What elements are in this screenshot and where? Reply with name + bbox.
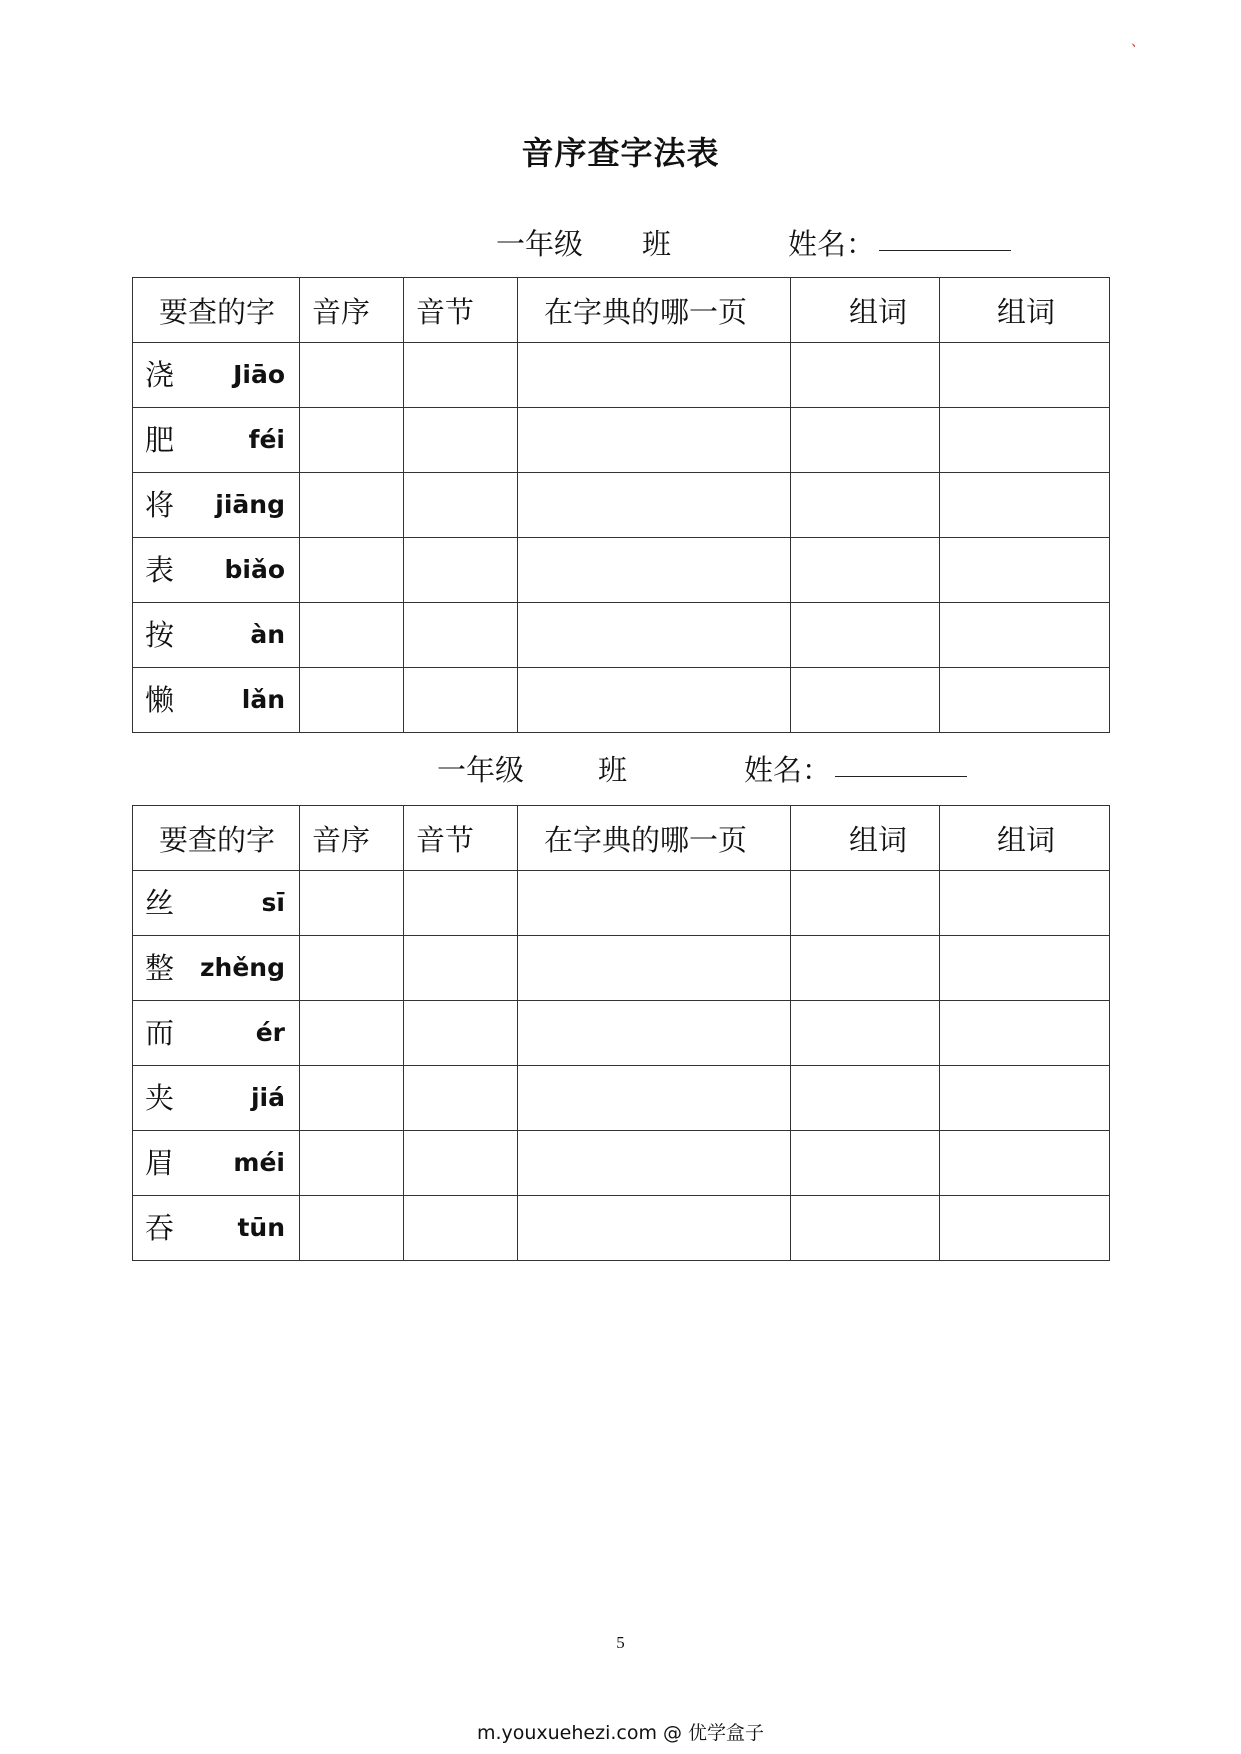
table-row [133,668,1110,733]
page-cell[interactable] [518,668,791,733]
target-character: 吞 [145,1211,175,1245]
page-cell[interactable] [518,343,791,408]
syllable-cell[interactable] [404,343,518,408]
initial-cell[interactable] [300,1196,404,1261]
col-header-char: 要查的字 [133,806,300,871]
syllable-cell[interactable] [404,603,518,668]
pinyin: méi [233,1148,285,1177]
table-row [133,343,1110,408]
col-header-initial: 音序 [300,806,404,871]
name-field[interactable] [744,750,831,790]
syllable-cell[interactable] [404,473,518,538]
initial-cell[interactable] [300,538,404,603]
target-character: 眉 [145,1146,175,1180]
pinyin: zhěng [200,953,285,982]
target-character: 表 [145,553,175,587]
page-cell[interactable] [518,936,791,1001]
syllable-cell[interactable] [404,871,518,936]
page-cell[interactable] [518,1131,791,1196]
class-label: 班 [642,227,672,261]
word-cell [133,408,300,473]
corner-mark: 、 [1131,34,1145,50]
initial-cell[interactable] [300,668,404,733]
word-cell-1[interactable] [791,603,940,668]
syllable-cell[interactable] [404,936,518,1001]
syllable-cell[interactable] [404,1131,518,1196]
word-cell-1[interactable] [791,538,940,603]
page-cell[interactable] [518,1066,791,1131]
word-cell-1[interactable] [791,473,940,538]
target-character: 按 [145,618,175,652]
word-cell-1[interactable] [791,1131,940,1196]
page-cell[interactable] [518,1196,791,1261]
class-label: 班 [598,753,628,787]
col-header-word-2: 组词 [940,806,1110,871]
syllable-cell[interactable] [404,408,518,473]
col-header-page: 在字典的哪一页 [518,278,791,343]
target-character: 整 [145,951,175,985]
word-cell-2[interactable] [940,871,1110,936]
word-cell-2[interactable] [940,343,1110,408]
name-label: 姓名： [788,227,876,261]
word-cell [133,473,300,538]
word-cell-2[interactable] [940,473,1110,538]
col-header-word-1: 组词 [791,278,940,343]
syllable-cell[interactable] [404,1196,518,1261]
word-cell-1[interactable] [791,936,940,1001]
target-character: 肥 [145,423,175,457]
target-character: 浇 [145,358,175,392]
word-cell [133,871,300,936]
word-cell-1[interactable] [791,668,940,733]
col-header-initial: 音序 [300,278,404,343]
word-cell-1[interactable] [791,1001,940,1066]
word-cell-2[interactable] [940,538,1110,603]
syllable-cell[interactable] [404,1066,518,1131]
word-cell-1[interactable] [791,871,940,936]
page-title: 音序查字法表 [521,134,720,172]
table-row [133,538,1110,603]
word-cell-2[interactable] [940,1066,1110,1131]
initial-cell[interactable] [300,1131,404,1196]
name-blank[interactable] [879,224,1011,251]
initial-cell[interactable] [300,473,404,538]
table-row [133,408,1110,473]
target-character: 将 [145,488,175,522]
word-cell-1[interactable] [791,1066,940,1131]
pinyin: sī [261,888,285,917]
word-cell [133,668,300,733]
syllable-cell[interactable] [404,1001,518,1066]
grade-label: 一年级 [437,753,525,787]
pinyin: biǎo [224,555,285,584]
initial-cell[interactable] [300,1001,404,1066]
initial-cell[interactable] [300,871,404,936]
name-field[interactable] [788,224,875,264]
col-header-syllable: 音节 [404,806,518,871]
word-cell [133,1066,300,1131]
word-cell-1[interactable] [791,1196,940,1261]
word-cell-2[interactable] [940,1131,1110,1196]
class-line-2 [0,750,1241,790]
table-row [133,1196,1110,1261]
target-character: 懒 [145,683,175,717]
pinyin: Jiāo [233,360,285,389]
word-cell-1[interactable] [791,343,940,408]
col-header-word-1: 组词 [791,806,940,871]
word-cell-2[interactable] [940,936,1110,1001]
word-cell-2[interactable] [940,408,1110,473]
target-character: 而 [145,1016,175,1050]
name-blank[interactable] [835,750,967,777]
word-cell-2[interactable] [940,668,1110,733]
class-line-1 [0,224,1241,264]
table-row [133,936,1110,1001]
syllable-cell[interactable] [404,668,518,733]
initial-cell[interactable] [300,343,404,408]
col-header-char: 要查的字 [133,278,300,343]
word-cell [133,1196,300,1261]
table-row [133,1001,1110,1066]
lookup-table-2 [132,805,1110,1261]
table-row [133,1131,1110,1196]
target-character: 丝 [145,886,175,920]
pinyin: ér [255,1018,285,1047]
word-cell [133,1001,300,1066]
syllable-cell[interactable] [404,538,518,603]
page-cell[interactable] [518,408,791,473]
col-header-word-2: 组词 [940,278,1110,343]
table-header-row [133,806,1110,871]
table-row [133,473,1110,538]
word-cell [133,343,300,408]
table-row [133,1066,1110,1131]
initial-cell[interactable] [300,603,404,668]
pinyin: tūn [237,1213,285,1242]
lookup-table-1 [132,277,1110,733]
initial-cell[interactable] [300,1066,404,1131]
table-row [133,871,1110,936]
word-cell [133,1131,300,1196]
word-cell [133,603,300,668]
pinyin: àn [250,620,285,649]
word-cell-2[interactable] [940,603,1110,668]
col-header-syllable: 音节 [404,278,518,343]
word-cell-2[interactable] [940,1196,1110,1261]
col-header-page: 在字典的哪一页 [518,806,791,871]
page-cell[interactable] [518,871,791,936]
target-character: 夹 [145,1081,175,1115]
pinyin: féi [248,425,285,454]
word-cell [133,936,300,1001]
initial-cell[interactable] [300,936,404,1001]
word-cell-2[interactable] [940,1001,1110,1066]
word-cell [133,538,300,603]
page-cell[interactable] [518,1001,791,1066]
page-cell[interactable] [518,473,791,538]
pinyin: jiá [250,1083,285,1112]
table-header-row [133,278,1110,343]
initial-cell[interactable] [300,408,404,473]
pinyin: jiāng [215,490,285,519]
footer-watermark: m.youxuehezi.com @ 优学盒子 [476,1722,765,1744]
page-cell[interactable] [518,538,791,603]
table-row [133,603,1110,668]
grade-label: 一年级 [496,227,584,261]
word-cell-1[interactable] [791,408,940,473]
page-cell[interactable] [518,603,791,668]
pinyin: lǎn [241,685,285,714]
page-number: 5 [616,1633,625,1652]
name-label: 姓名： [744,753,832,787]
